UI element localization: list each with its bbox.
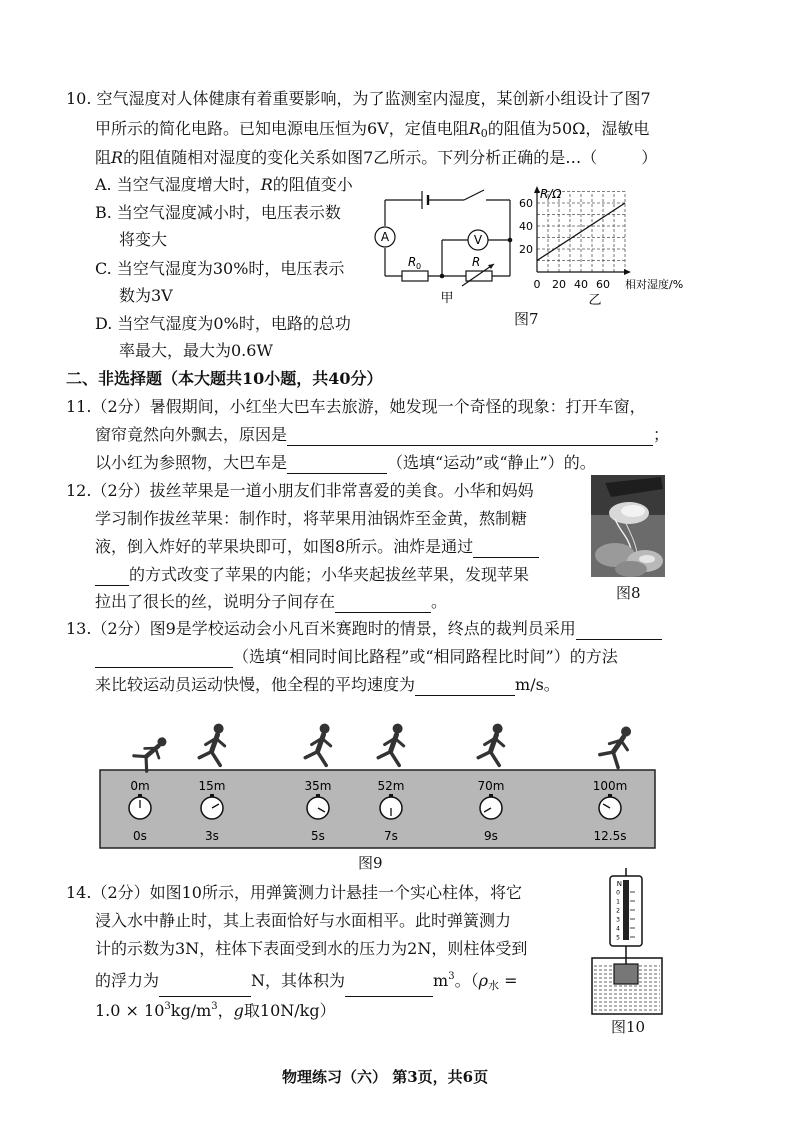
figure9-caption: 图9 bbox=[358, 854, 383, 872]
r-label: R bbox=[472, 255, 481, 269]
scale-number: 0 bbox=[616, 889, 620, 897]
q10-line2: 甲所示的简化电路。已知电源电压恒为6V，定值电阻$R_0$的阻值为50Ω，湿敏电 bbox=[95, 119, 650, 140]
q10-option-d-2: 率最大，最大为0.6W bbox=[119, 341, 273, 360]
checkpoint-distance: 100m bbox=[592, 779, 628, 793]
q10-option-b-1: B. 当空气湿度减小时，电压表示数 bbox=[95, 203, 341, 222]
scale-number: 5 bbox=[616, 934, 620, 942]
checkpoint-time: 7s bbox=[384, 829, 398, 843]
q11-line2: 窗帘竟然向外飘去，原因是 ； bbox=[95, 425, 670, 444]
runner-figure bbox=[199, 721, 229, 765]
q12-line3: 液，倒入炸好的苹果块即可，如图8所示。油炸是通过 bbox=[95, 536, 539, 558]
y-tick-20: 20 bbox=[519, 243, 533, 256]
x-tick-40: 40 bbox=[574, 278, 588, 291]
section2-heading: 二、非选择题（本大题共10小题，共40分） bbox=[66, 369, 383, 388]
scale-unit: N bbox=[616, 880, 622, 888]
r0-label: R bbox=[408, 255, 417, 269]
q11-blank2[interactable] bbox=[287, 455, 387, 474]
q10-line3: 阻R的阻值随相对湿度的变化关系如图7乙所示。下列分析正确的是…（ ） bbox=[95, 148, 658, 167]
scale-number: 3 bbox=[616, 916, 620, 924]
scale-number: 1 bbox=[616, 898, 620, 906]
checkpoint-distance: 0m bbox=[130, 779, 150, 793]
page-footer: 物理练习（六） 第3页，共6页 bbox=[282, 1068, 489, 1086]
checkpoint-distance: 70m bbox=[477, 779, 505, 793]
r0-subscript: 0 bbox=[416, 262, 422, 271]
q13-line3: 来比较运动员运动快慢，他全程的平均速度为 m/s。 bbox=[95, 675, 560, 694]
circuit-diagram bbox=[372, 180, 522, 308]
q13-line2: （选填“相同时间比路程”或“相同路程比时间”）的方法 bbox=[95, 646, 618, 668]
runner-figure bbox=[132, 730, 172, 772]
runner-figure bbox=[378, 721, 408, 765]
y-axis-label: R/Ω bbox=[540, 187, 562, 201]
q10-line1: 10. 空气湿度对人体健康有着重要影响，为了监测室内湿度，某创新小组设计了图7 bbox=[66, 89, 651, 108]
q10-option-b-2: 将变大 bbox=[119, 230, 168, 249]
q11-line3: 以小红为参照物，大巴车是 （选填“运动”或“静止”）的。 bbox=[95, 453, 596, 472]
circuit-caption: 甲 bbox=[440, 291, 454, 306]
x-tick-0: 0 bbox=[533, 278, 541, 291]
q14-blank2[interactable] bbox=[345, 978, 433, 997]
voltmeter-label: V bbox=[473, 233, 483, 247]
checkpoint-time: 5s bbox=[311, 829, 325, 843]
y-tick-40: 40 bbox=[519, 220, 533, 233]
runner-figure bbox=[598, 721, 636, 768]
q14-line5: $1.0 \times 10^3kg/m^3$，g取10N/kg） bbox=[95, 1001, 336, 1020]
q12-blank1-part1[interactable] bbox=[473, 539, 539, 558]
x-tick-60: 60 bbox=[596, 278, 610, 291]
q12-line1: 12.（2分）拔丝苹果是一道小朋友们非常喜爱的美食。小华和妈妈 bbox=[66, 481, 534, 500]
q14-line4: 的浮力为 N，其体积为 $m^3$。（$\rho_水$ = bbox=[95, 966, 518, 997]
runner-figure bbox=[305, 721, 335, 765]
checkpoint-time: 3s bbox=[205, 829, 219, 843]
q10-option-a: A. 当空气湿度增大时，R的阻值变小 bbox=[95, 175, 353, 194]
graph-caption: 乙 bbox=[588, 293, 602, 308]
q10-option-c-1: C. 当空气湿度为30%时，电压表示 bbox=[95, 259, 345, 278]
q11-line1: 11.（2分）暑假期间，小红坐大巴车去旅游，她发现一个奇怪的现象：打开车窗， bbox=[66, 397, 646, 416]
y-tick-60: 60 bbox=[519, 197, 533, 210]
q13-blank1-part2[interactable] bbox=[95, 649, 233, 668]
q13-line1: 13.（2分）图9是学校运动会小凡百米赛跑时的情景，终点的裁判员采用 bbox=[66, 618, 662, 640]
q10-option-d-1: D. 当空气湿度为0%时，电路的总功 bbox=[95, 314, 351, 333]
q14-line2: 浸入水中静止时，其上表面恰好与水面相平。此时弹簧测力 bbox=[95, 911, 512, 930]
x-tick-20: 20 bbox=[552, 278, 566, 291]
ammeter-label: A bbox=[380, 230, 390, 244]
q10-option-c-2: 数为3V bbox=[119, 286, 173, 305]
q14-line1: 14.（2分）如图10所示，用弹簧测力计悬挂一个实心柱体，将它 bbox=[66, 883, 522, 902]
scale-number: 4 bbox=[616, 925, 620, 933]
figure8-caption: 图8 bbox=[616, 584, 641, 602]
q13-blank1-part1[interactable] bbox=[576, 621, 662, 640]
q12-line5: 拉出了很长的丝，说明分子间存在 。 bbox=[95, 592, 448, 611]
q14-line3: 计的示数为3N，柱体下表面受到水的压力为2N，则柱体受到 bbox=[95, 939, 528, 958]
x-axis-label: 相对湿度/% bbox=[625, 278, 684, 291]
resistance-humidity-graph bbox=[515, 180, 705, 308]
scale-number: 2 bbox=[616, 907, 620, 915]
figure7-caption: 图7 bbox=[514, 310, 539, 328]
q12-blank2[interactable] bbox=[335, 594, 431, 613]
figure10-caption: 图10 bbox=[611, 1018, 646, 1036]
checkpoint-distance: 15m bbox=[198, 779, 226, 793]
checkpoint-time: 0s bbox=[133, 829, 147, 843]
cylinder bbox=[614, 964, 638, 984]
runner-figure bbox=[478, 721, 508, 765]
checkpoint-distance: 35m bbox=[304, 779, 332, 793]
q12-blank1-part2[interactable] bbox=[95, 567, 129, 586]
checkpoint-time: 9s bbox=[484, 829, 498, 843]
q12-line4: 的方式改变了苹果的内能；小华夹起拔丝苹果，发现苹果 bbox=[95, 564, 529, 586]
candied-apple-photo bbox=[591, 475, 665, 577]
race-figure bbox=[98, 700, 658, 852]
checkpoint-time: 12.5s bbox=[593, 829, 627, 843]
q13-blank2[interactable] bbox=[415, 677, 515, 696]
q12-line2: 学习制作拔丝苹果：制作时，将苹果用油锅炸至金黄，熬制糖 bbox=[95, 509, 528, 528]
checkpoint-distance: 52m bbox=[377, 779, 405, 793]
q11-blank1[interactable] bbox=[287, 427, 653, 446]
q14-blank1[interactable] bbox=[159, 978, 251, 997]
spring-scale-figure bbox=[578, 868, 678, 1020]
